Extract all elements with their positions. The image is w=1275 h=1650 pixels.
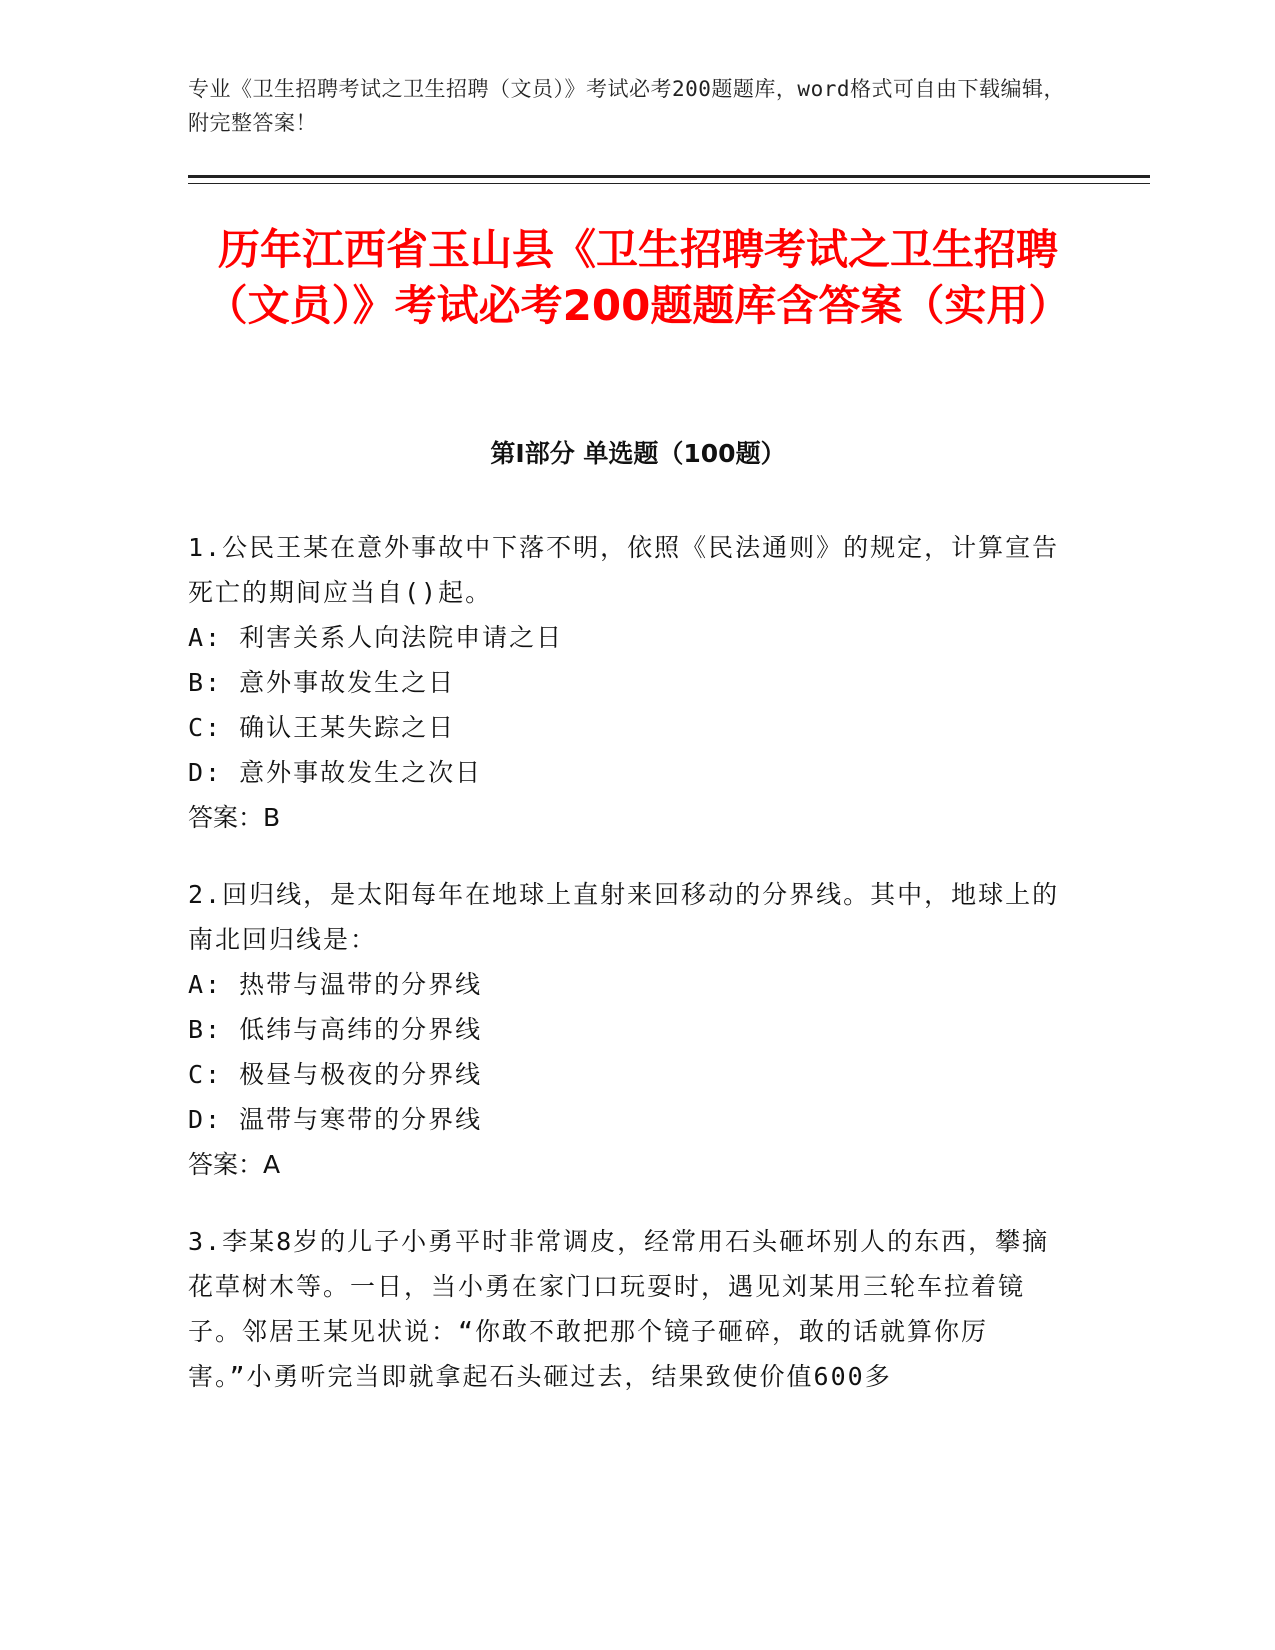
question-list xyxy=(188,525,1068,1431)
header-rule-thin xyxy=(188,183,1150,184)
question-3 xyxy=(188,1219,1068,1399)
option-c: C: 确认王某失踪之日 xyxy=(188,713,456,742)
question-stem: 3.李某8岁的儿子小勇平时非常调皮，经常用石头砸坏别人的东西，攀摘花草树木等。一日，当小勇在家门口玩耍时，遇见刘某用三轮车拉着镜子。邻居王某见状说：“你敢不敢把那个镜子砸碎，敢的话就算你厉害。”小勇听完当即就拿起石头砸过去，结果致使价值600多 xyxy=(188,1227,1050,1391)
option-d: D: 温带与寒带的分界线 xyxy=(188,1105,483,1134)
document-title: 历年江西省玉山县《卫生招聘考试之卫生招聘（文员）》考试必考200题题库含答案（实用） xyxy=(205,225,1071,330)
option-a: A: 利害关系人向法院申请之日 xyxy=(188,623,564,652)
header-note: 专业《卫生招聘考试之卫生招聘（文员）》考试必考200题题库，word格式可自由下载编辑，附完整答案！ xyxy=(188,77,1065,135)
section-title: 第I部分 单选题（100题） xyxy=(490,439,786,468)
question-stem: 2.回归线，是太阳每年在地球上直射来回移动的分界线。其中，地球上的南北回归线是： xyxy=(188,880,1060,954)
answer-line: 答案：A xyxy=(188,1150,281,1179)
question-2 xyxy=(188,872,1068,1187)
option-b: B: 意外事故发生之日 xyxy=(188,668,456,697)
option-c: C: 极昼与极夜的分界线 xyxy=(188,1060,483,1089)
option-a: A: 热带与温带的分界线 xyxy=(188,970,483,999)
question-1 xyxy=(188,525,1068,840)
answer-line: 答案：B xyxy=(188,803,281,832)
option-b: B: 低纬与高纬的分界线 xyxy=(188,1015,483,1044)
question-stem: 1.公民王某在意外事故中下落不明，依照《民法通则》的规定，计算宣告死亡的期间应当自()起。 xyxy=(188,533,1060,607)
header-rule-thick xyxy=(188,175,1150,178)
option-d: D: 意外事故发生之次日 xyxy=(188,758,483,787)
